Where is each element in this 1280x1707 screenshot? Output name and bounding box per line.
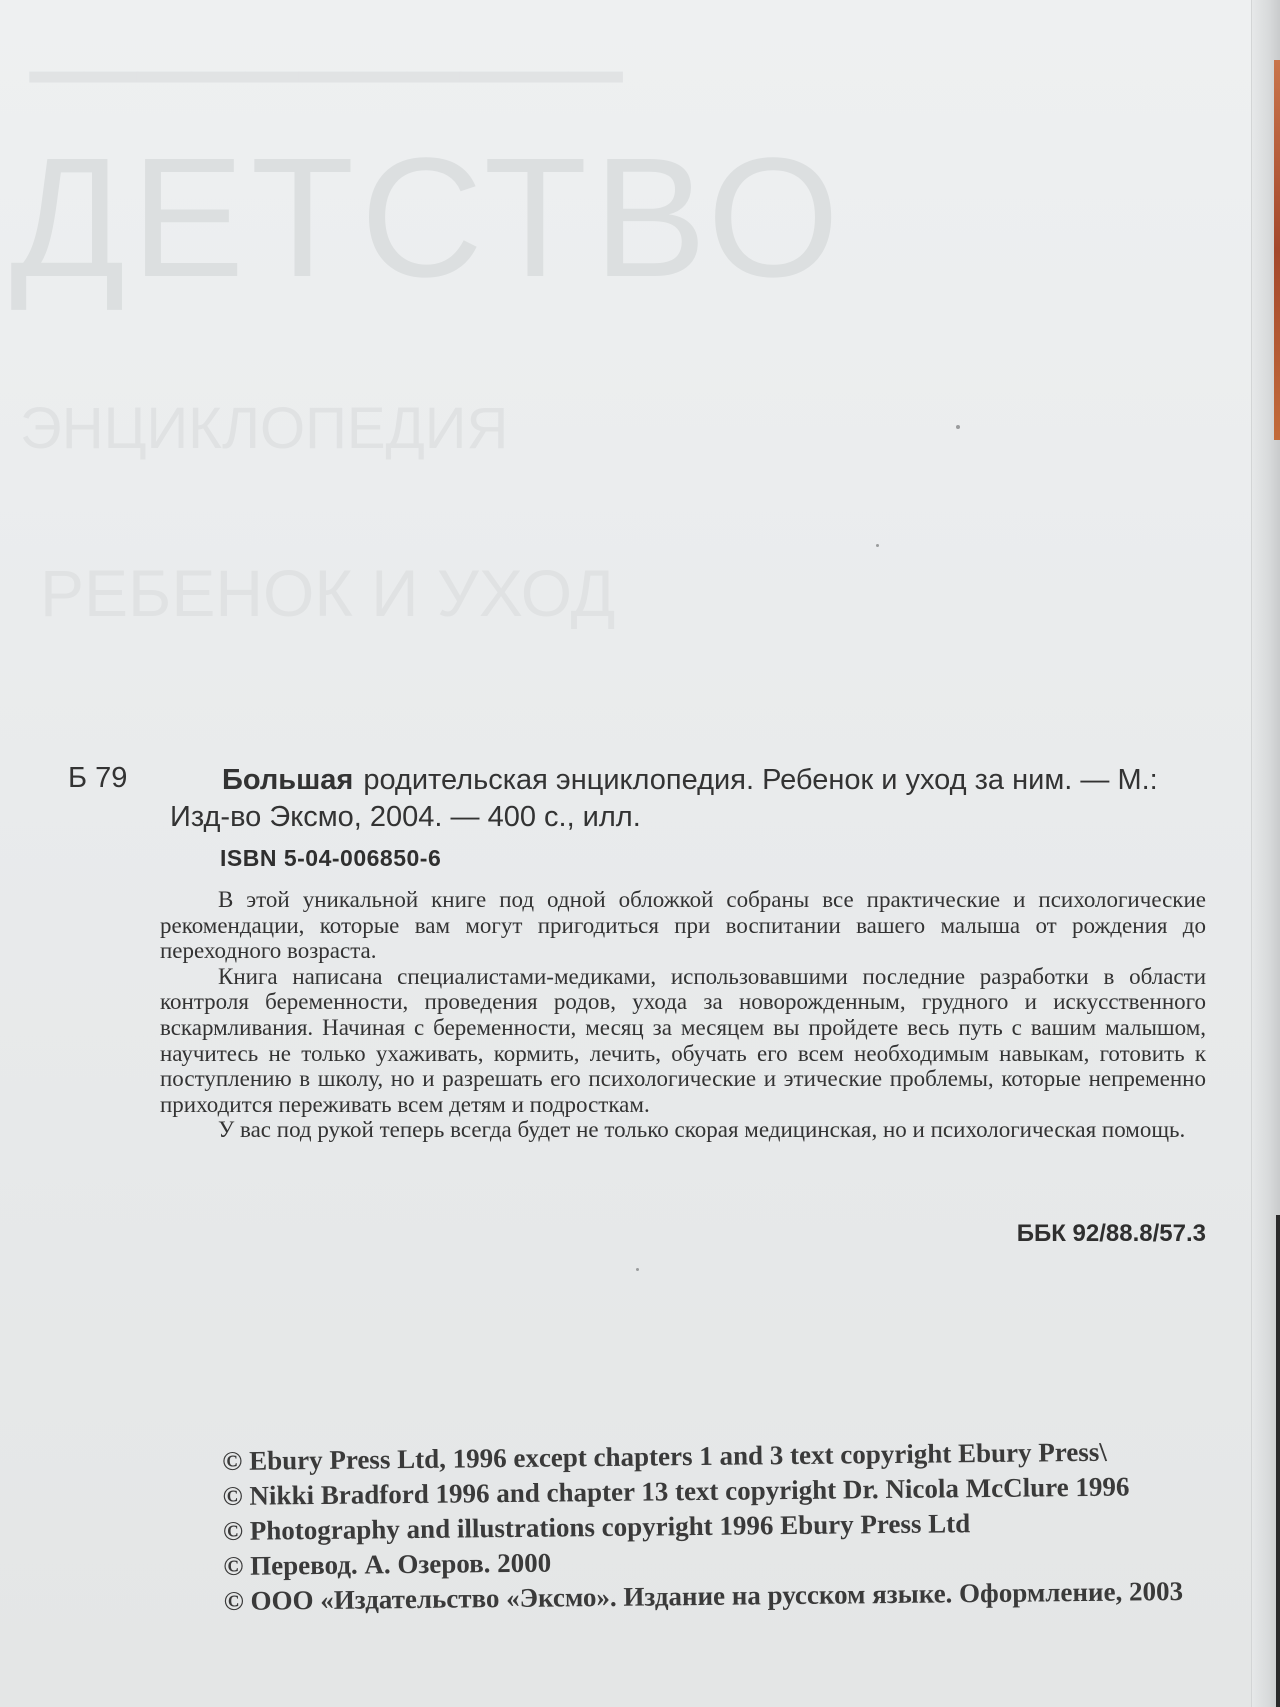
library-code: Б 79 [68,762,128,794]
copyright-line: © Перевод. А. Озеров. 2000 [223,1547,552,1581]
annotation [160,887,1206,1143]
annotation-paragraph: В этой уникальной книге под одной обложкой собраны все практические и психологические рекомендации, которые вам могут пригодиться при воспитании вашего малыша от рождения до переходного возраста. [160,887,1206,964]
show-through-text: ЭНЦИКЛОПЕДИЯ [20,396,509,461]
copyright-line: © Photography and illustrations copyright 1996 Ebury Press Ltd [222,1508,971,1546]
show-through-text: ▁▁▁▁▁▁▁▁▁▁▁ [30,2,623,80]
copyright-line: © ООО «Издательство «Эксмо». Издание на русском языке. Оформление, 2003 [223,1575,1184,1616]
annotation-paragraph: У вас под рукой теперь всегда будет не только скорая медицинская, но и психологическая помощь. [218,1117,1186,1143]
entry-title-rest: родительская энциклопедия. Ребенок и уход за ним. — М.: Изд-во Эксмо, 2004. — 400 с., илл. [170,764,1158,833]
annotation-paragraph: Книга написана специалистами-медиками, использовавшими последние разработки в области контроля беременности, проведения родов, ухода за новорожденным, грудного и искусственного вскармливания. Начиная с беременности, месяц за месяцем вы пройдете весь путь с вашим малышом, научитесь не только ухаживать, кормить, лечить, обучать его всем необходимым навыкам, готовить к поступлению в школу, но и разрешать его психологические и этические проблемы, которые непременно приходится переживать всем детям и подросткам. [160,963,1206,1117]
copyright-line: © Nikki Bradford 1996 and chapter 13 text copyright Dr. Nicola McClure 1996 [222,1471,1130,1511]
entry-title-bold: Большая [222,764,354,796]
show-through-text: РЕБЕНОК И УХОД [40,556,616,630]
copyright-block [222,1433,1244,1619]
bbk-classification: ББК 92/88.8/57.3 [1016,1220,1206,1247]
bibliographic-entry [170,762,1190,836]
copyright-line: © Ebury Press Ltd, 1996 except chapters 1 and 3 text copyright Ebury Press\ [222,1436,1107,1476]
show-through-text: ДЕТСТВО [10,123,846,313]
isbn: ISBN 5-04-006850-6 [220,845,442,871]
